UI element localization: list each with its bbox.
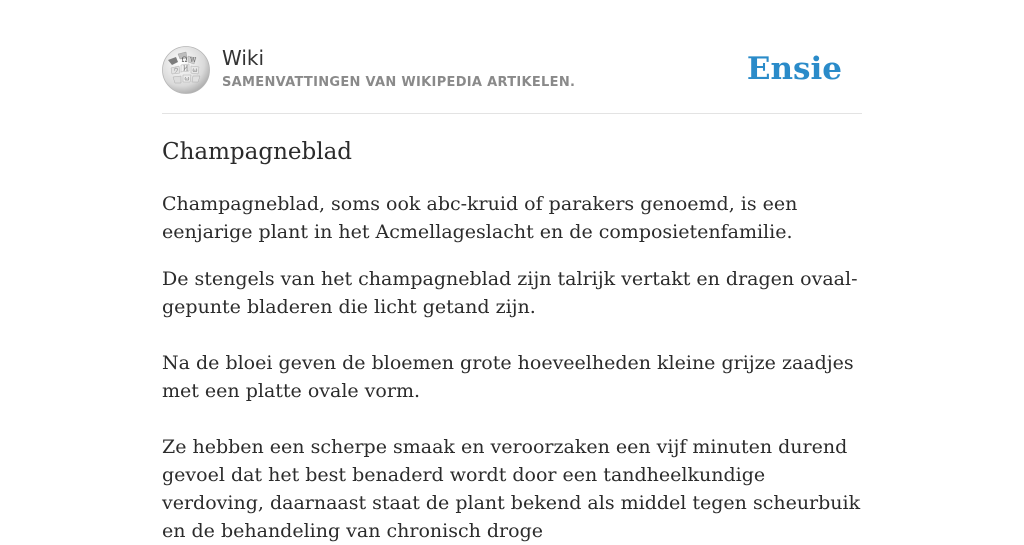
site-tagline: SAMENVATTINGEN VAN WIKIPEDIA ARTIKELEN.	[222, 75, 576, 90]
svg-text:ω: ω	[184, 75, 190, 83]
page-container	[162, 0, 862, 542]
site-name: Wiki	[222, 46, 265, 70]
ensie-brand-link[interactable]: Ensie	[746, 51, 842, 87]
page-title: Champagneblad	[162, 139, 353, 165]
svg-text:ω: ω	[192, 67, 198, 74]
article-paragraph: De stengels van het champagneblad zijn talrijk vertakt en dragen ovaal-gepunte bladeren die licht getand zijn.	[162, 268, 858, 318]
svg-text:ウ: ウ	[173, 67, 180, 75]
article-body	[162, 190, 862, 545]
svg-text:Ω: Ω	[181, 56, 188, 64]
site-header	[162, 0, 862, 114]
article-paragraph: Na de bloei geven de bloemen grote hoeveelheden kleine grijze zaadjes met een platte ovale vorm.	[162, 352, 854, 402]
svg-text:И: И	[183, 65, 189, 73]
article-paragraph: Champagneblad, soms ook abc-kruid of parakers genoemd, is een eenjarige plant in het Acmellageslacht en de composietenfamilie.	[162, 193, 798, 243]
article-paragraph: Ze hebben een scherpe smaak en veroorzaken een vijf minuten durend gevoel dat het best benaderd wordt door een tandheelkundige verdoving, daarnaast staat de plant bekend als middel tegen scheurbuik en de behandeling van chronisch droge	[162, 436, 861, 542]
wikipedia-globe-icon[interactable]	[162, 46, 210, 94]
svg-text:W: W	[190, 57, 197, 64]
